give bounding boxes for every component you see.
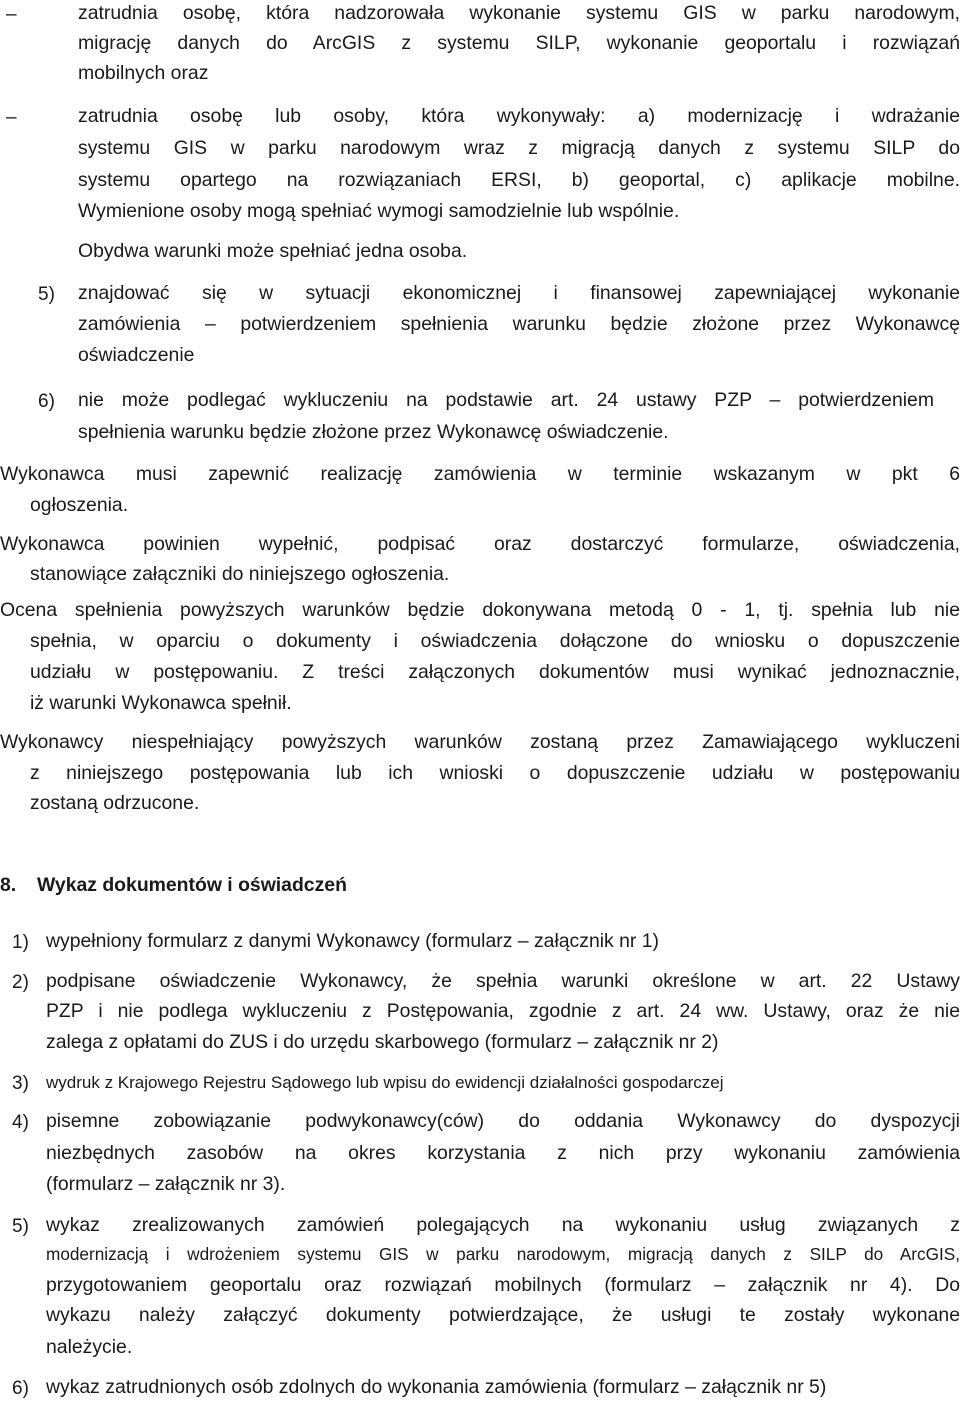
bullet-dash: – <box>6 4 17 25</box>
condition-line: oświadczenie <box>78 344 195 366</box>
bullet-line: Obydwa warunki może spełniać jedna osoba. <box>78 240 468 262</box>
document-number: 4) <box>12 1112 29 1133</box>
condition-line: nie może podlegać wykluczeniu na podstawie art. 24 ustawy PZP – potwierdzeniem <box>78 391 934 411</box>
document-line: zalega z opłatami do ZUS i do urzędu skarbowego (formularz – załącznik nr 2) <box>46 1031 719 1053</box>
section-title: Wykaz dokumentów i oświadczeń <box>36 874 347 896</box>
document-line: wypełniony formularz z danymi Wykonawcy (formularz – załącznik nr 1) <box>46 930 659 952</box>
section-heading <box>0 876 347 895</box>
paragraph-line: ogłoszenia. <box>30 494 129 516</box>
bullet-line: zatrudnia osobę, która nadzorowała wykonanie systemu GIS w parku narodowym, <box>78 4 960 24</box>
document-number: 2) <box>12 972 29 993</box>
document-number: 5) <box>12 1216 29 1237</box>
bullet-line: migrację danych do ArcGIS z systemu SILP, wykonanie geoportalu i rozwiązań <box>78 34 960 54</box>
document-line: (formularz – załącznik nr 3). <box>46 1173 286 1195</box>
bullet-line: Wymienione osoby mogą spełniać wymogi samodzielnie lub wspólnie. <box>78 200 680 222</box>
document-line: podpisane oświadczenie Wykonawcy, że spełnia warunki określone w art. 22 Ustawy <box>46 972 960 992</box>
section-number: 8. <box>0 874 17 896</box>
document-line: wydruk z Krajowego Rejestru Sądowego lub wpisu do ewidencji działalności gospodarczej <box>46 1073 724 1092</box>
bullet-line: systemu opartego na rozwiązaniach ERSI, b) geoportal, c) aplikacje mobilne. <box>78 171 960 191</box>
bullet-line: zatrudnia osobę lub osoby, która wykonywały: a) modernizację i wdrażanie <box>78 107 960 127</box>
paragraph-line: Wykonawca musi zapewnić realizację zamówienia w terminie wskazanym w pkt 6 <box>0 465 960 485</box>
paragraph-line: Ocena spełnienia powyższych warunków będzie dokonywana metodą 0 - 1, tj. spełnia lub nie <box>0 601 960 621</box>
document-number: 6) <box>12 1378 29 1399</box>
paragraph-line: stanowiące załączniki do niniejszego ogłoszenia. <box>30 563 450 585</box>
document-line: należycie. <box>46 1336 133 1358</box>
document-line: wykaz zatrudnionych osób zdolnych do wykonania zamówienia (formularz – załącznik nr 5) <box>46 1376 827 1398</box>
bullet-line: systemu GIS w parku narodowym wraz z migracją danych z systemu SILP do <box>78 139 960 159</box>
condition-line: zamówienia – potwierdzeniem spełnienia warunku będzie złożone przez Wykonawcę <box>78 315 960 335</box>
condition-number: 5) <box>38 284 55 305</box>
paragraph-line: z niniejszego postępowania lub ich wnioski o dopuszczenie udziału w postępowaniu <box>30 764 960 784</box>
bullet-line: mobilnych oraz <box>78 62 209 84</box>
condition-line: spełnienia warunku będzie złożone przez Wykonawcę oświadczenie. <box>78 421 669 443</box>
document-line: wykazu należy załączyć dokumenty potwierdzające, że usługi te zostały wykonane <box>46 1306 960 1326</box>
document-number: 3) <box>12 1073 29 1094</box>
document-line: modernizacją i wdrożeniem systemu GIS w parku narodowym, migracją danych z SILP do ArcGIS, <box>46 1246 960 1264</box>
document-line: przygotowaniem geoportalu oraz rozwiązań mobilnych (formularz – załącznik nr 4). Do <box>46 1276 960 1296</box>
condition-line: znajdować się w sytuacji ekonomicznej i finansowej zapewniającej wykonanie <box>78 284 960 304</box>
document-line: wykaz zrealizowanych zamówień polegających na wykonaniu usług związanych z <box>46 1216 960 1236</box>
paragraph-line: zostaną odrzucone. <box>30 792 200 814</box>
bullet-dash: – <box>6 107 17 128</box>
document-line: pisemne zobowiązanie podwykonawcy(ców) do oddania Wykonawcy do dyspozycji <box>46 1112 960 1132</box>
paragraph-line: spełnia, w oparciu o dokumenty i oświadczenia dołączone do wniosku o dopuszczenie <box>30 632 960 652</box>
paragraph-line: Wykonawca powinien wypełnić, podpisać oraz dostarczyć formularze, oświadczenia, <box>0 535 960 555</box>
paragraph-line: iż warunki Wykonawca spełnił. <box>30 692 292 714</box>
condition-number: 6) <box>38 391 55 412</box>
paragraph-line: Wykonawcy niespełniający powyższych warunków zostaną przez Zamawiającego wykluczeni <box>0 733 960 753</box>
paragraph-line: udziału w postępowaniu. Z treści załączonych dokumentów musi wynikać jednoznacznie, <box>30 663 960 683</box>
document-line: niezbędnych zasobów na okres korzystania z nich przy wykonaniu zamówienia <box>46 1144 960 1164</box>
document-number: 1) <box>12 932 29 953</box>
document-line: PZP i nie podlega wykluczeniu z Postępowania, zgodnie z art. 24 ww. Ustawy, oraz że nie <box>46 1002 960 1022</box>
